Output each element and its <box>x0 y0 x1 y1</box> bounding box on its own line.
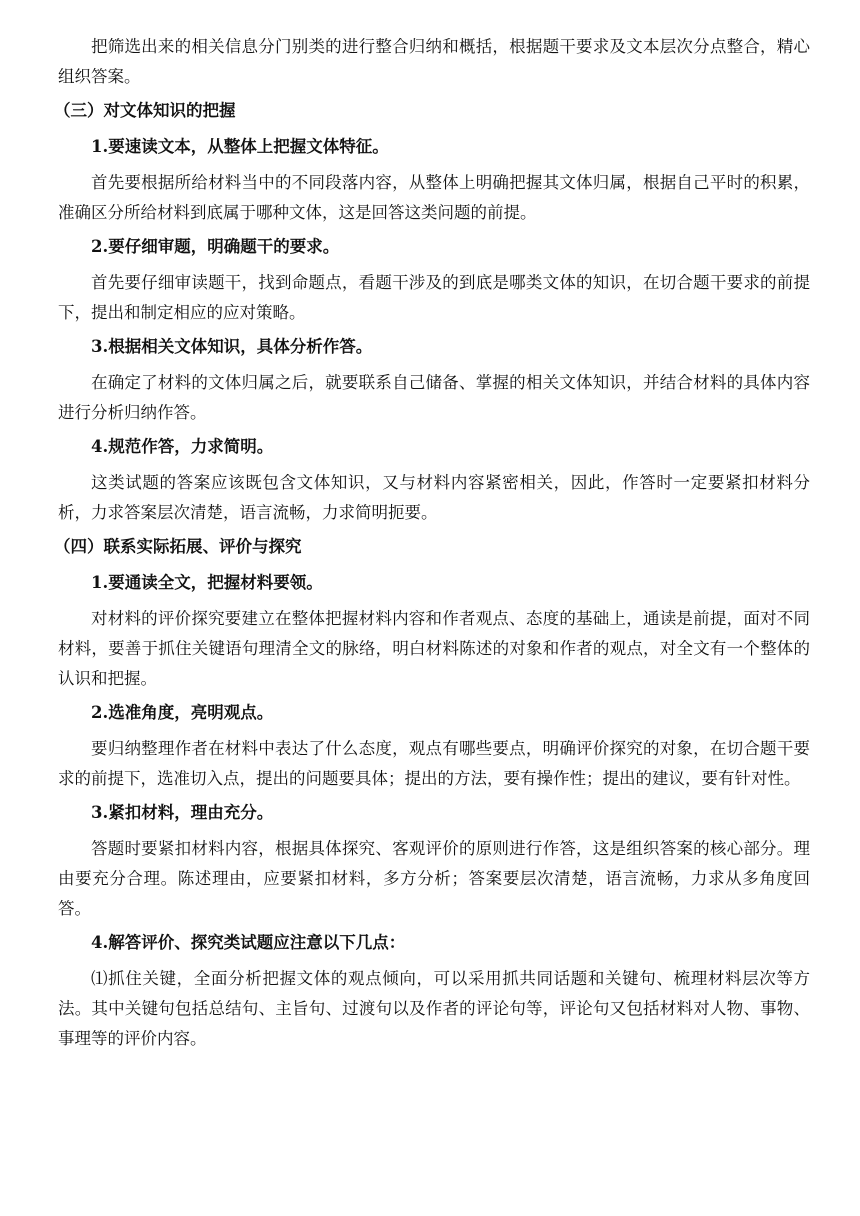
document-body <box>54 32 810 1058</box>
subheading: 4.解答评价、探究类试题应注意以下几点： <box>91 933 406 952</box>
paragraph: 对材料的评价探究要建立在整体把握材料内容和作者观点、态度的基础上，通读是前提，面对不同材料，要善于抓住关键语句理清全文的脉络，明白材料陈述的对象和作者的观点，对全文有一个整体的认识和把握。 <box>58 609 810 688</box>
subheading: 3.根据相关文体知识，具体分析作答。 <box>91 337 373 356</box>
paragraph: 首先要仔细审读题干，找到命题点，看题干涉及的到底是哪类文体的知识，在切合题干要求的前提下，提出和制定相应的应对策略。 <box>58 273 810 322</box>
subheading: 1.要通读全文，把握材料要领。 <box>91 573 323 592</box>
subheading: 4.规范作答，力求简明。 <box>91 437 274 456</box>
section-heading: （三）对文体知识的把握 <box>54 101 236 120</box>
paragraph: 要归纳整理作者在材料中表达了什么态度，观点有哪些要点，明确评价探究的对象，在切合题干要求的前提下，选准切入点，提出的问题要具体；提出的方法，要有操作性；提出的建议，要有针对性。 <box>58 739 810 788</box>
paragraph: 在确定了材料的文体归属之后，就要联系自己储备、掌握的相关文体知识，并结合材料的具体内容进行分析归纳作答。 <box>58 373 810 422</box>
subheading: 2.选准角度，亮明观点。 <box>91 703 274 722</box>
paragraph: 首先要根据所给材料当中的不同段落内容，从整体上明确把握其文体归属，根据自己平时的积累，准确区分所给材料到底属于哪种文体，这是回答这类问题的前提。 <box>58 173 810 222</box>
paragraph: ⑴抓住关键，全面分析把握文体的观点倾向，可以采用抓共同话题和关键句、梳理材料层次等方法。其中关键句包括总结句、主旨句、过渡句以及作者的评论句等，评论句又包括材料对人物、事物、事理等的评价内容。 <box>58 969 810 1048</box>
subheading: 3.紧扣材料，理由充分。 <box>91 803 274 822</box>
section-heading: （四）联系实际拓展、评价与探究 <box>54 537 302 556</box>
paragraph: 这类试题的答案应该既包含文体知识，又与材料内容紧密相关，因此，作答时一定要紧扣材料分析，力求答案层次清楚，语言流畅，力求简明扼要。 <box>58 473 810 522</box>
paragraph: 答题时要紧扣材料内容，根据具体探究、客观评价的原则进行作答，这是组织答案的核心部分。理由要充分合理。陈述理由，应要紧扣材料，多方分析；答案要层次清楚，语言流畅，力求从多角度回答。 <box>58 839 810 918</box>
subheading: 1.要速读文本，从整体上把握文体特征。 <box>91 137 389 156</box>
subheading: 2.要仔细审题，明确题干的要求。 <box>91 237 340 256</box>
paragraph: 把筛选出来的相关信息分门别类的进行整合归纳和概括，根据题干要求及文本层次分点整合，精心组织答案。 <box>58 37 810 86</box>
